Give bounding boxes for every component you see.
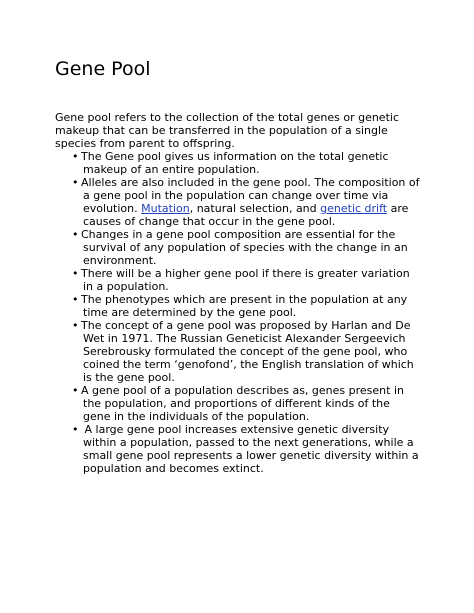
bullet-text: The phenotypes which are present in the population at any time are determined by the gene pool.	[81, 293, 408, 319]
bullet-marker: •	[72, 150, 79, 163]
list-item	[55, 319, 420, 384]
list-item	[55, 293, 420, 319]
bullet-marker: •	[72, 384, 79, 397]
document-title: Gene Pool	[55, 58, 151, 80]
bullet-text: Changes in a gene pool composition are essential for the survival of any population of species with the change in an environment.	[81, 228, 408, 267]
list-item	[55, 423, 420, 475]
bullet-text: There will be a higher gene pool if there is greater variation in a population.	[81, 267, 410, 293]
list-item	[55, 176, 420, 228]
bullet-text: The concept of a gene pool was proposed by Harlan and De Wet in 1971. The Russian Geneticist Alexander Sergeevich Serebrousky formulated the concept of the gene pool, who coined the term ‘genofond’, the English translation of which is the gene pool.	[81, 319, 414, 384]
bullet-marker: •	[72, 319, 79, 332]
list-item	[55, 384, 420, 423]
genetic-drift-link[interactable]: genetic drift	[320, 202, 388, 215]
list-item	[55, 150, 420, 176]
document-page	[55, 58, 420, 475]
intro-paragraph: Gene pool refers to the collection of the total genes or genetic makeup that can be transferred in the population of a single species from parent to offspring.	[55, 111, 399, 150]
bullet-text: A gene pool of a population describes as, genes present in the population, and proportions of different kinds of the gene in the individuals of the population.	[81, 384, 404, 423]
bullet-marker: •	[72, 176, 79, 189]
bullet-text: Alleles are also included in the gene pool. The composition of a gene pool in the population can change over time via evolution.	[81, 176, 420, 215]
bullet-text: are causes of change that occur in the gene pool.	[83, 202, 409, 228]
bullet-marker: •	[72, 228, 79, 241]
list-item	[55, 267, 420, 293]
bullet-text: A large gene pool increases extensive genetic diversity within a population, passed to the next generations, while a small gene pool represents a lower genetic diversity within a population and becomes extinct.	[81, 423, 419, 475]
bullet-text: , natural selection, and	[189, 202, 321, 215]
bullet-marker: •	[72, 293, 79, 306]
bullet-marker: •	[72, 267, 79, 280]
mutation-link[interactable]: Mutation	[141, 202, 190, 215]
bullet-marker: •	[72, 423, 79, 436]
bullet-text: The Gene pool gives us information on the total genetic makeup of an entire population.	[81, 150, 389, 176]
list-item	[55, 228, 420, 267]
bullet-list	[55, 150, 420, 475]
